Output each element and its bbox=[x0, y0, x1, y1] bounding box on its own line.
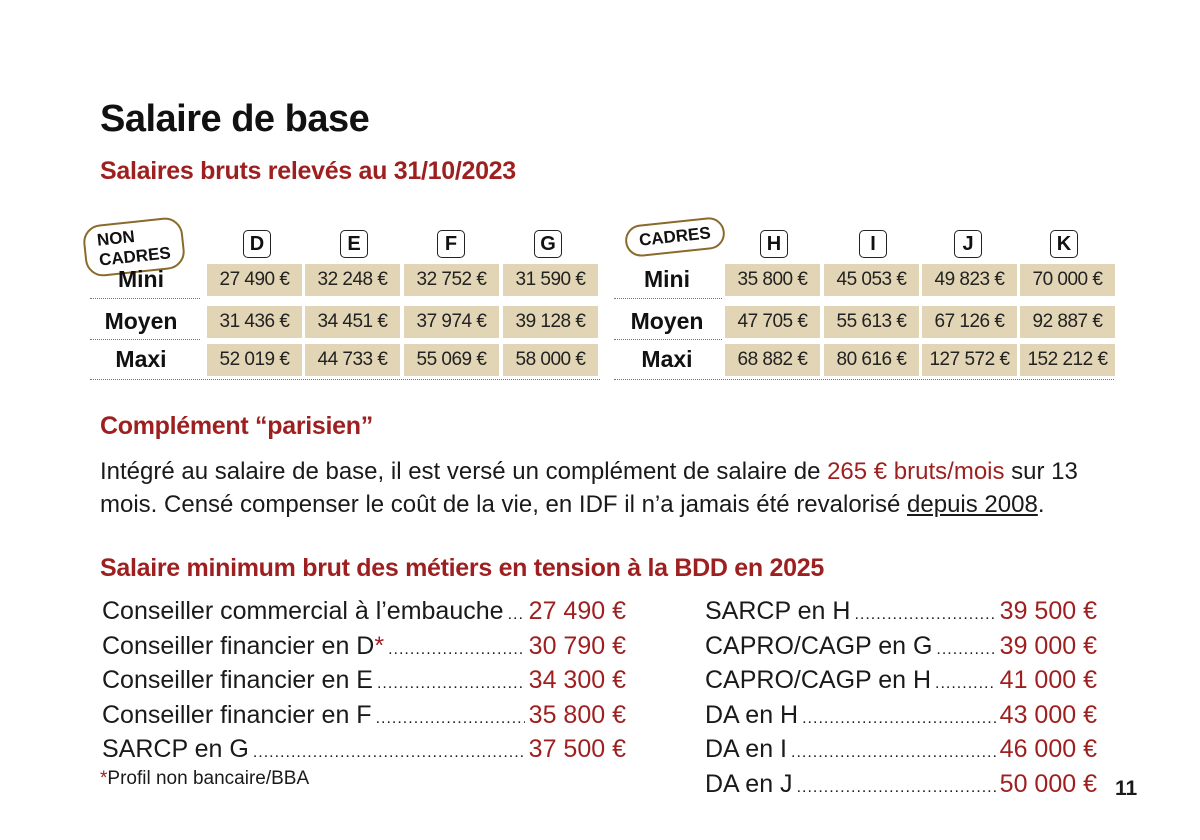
cadres-badge: CADRES bbox=[624, 216, 727, 258]
table-cell: 67 126 € bbox=[922, 306, 1017, 338]
footnote-text: Profil non bancaire/BBA bbox=[107, 768, 310, 789]
job-label: CAPRO/CAGP en H bbox=[705, 666, 932, 694]
complement-date: depuis 2008 bbox=[907, 491, 1038, 518]
job-label: Conseiller commercial à l’embauche bbox=[102, 597, 504, 625]
list-item bbox=[102, 665, 626, 700]
table-cell: 127 572 € bbox=[922, 344, 1017, 376]
column-header: D bbox=[243, 230, 271, 258]
job-salary: 35 800 € bbox=[528, 700, 626, 729]
list-item bbox=[102, 700, 626, 735]
table-cell: 31 436 € bbox=[207, 306, 302, 338]
table-cell: 32 248 € bbox=[305, 264, 400, 296]
table-cell: 47 705 € bbox=[725, 306, 820, 338]
table-cell: 80 616 € bbox=[824, 344, 919, 376]
table-cell: 58 000 € bbox=[503, 344, 598, 376]
leader-dots bbox=[508, 596, 525, 631]
job-salary: 27 490 € bbox=[528, 597, 626, 625]
leader-dots bbox=[376, 700, 525, 735]
job-salary: 43 000 € bbox=[999, 700, 1097, 729]
table-cell: 152 212 € bbox=[1020, 344, 1115, 376]
page-number: 11 bbox=[1115, 777, 1138, 800]
table-cell: 35 800 € bbox=[725, 264, 820, 296]
leader-dots bbox=[936, 631, 995, 666]
table-cell: 32 752 € bbox=[404, 264, 499, 296]
list-item bbox=[705, 665, 1097, 700]
table-cell: 52 019 € bbox=[207, 344, 302, 376]
complement-text: sur 13 mois. Censé compenser le coût de la vie, en IDF il n’a jamais été revalorisé bbox=[100, 458, 1078, 518]
table-cell: 70 000 € bbox=[1020, 264, 1115, 296]
complement-amount: 265 € bruts/mois bbox=[827, 458, 1005, 485]
table-cell: 34 451 € bbox=[305, 306, 400, 338]
row-label: Mini bbox=[644, 266, 690, 292]
row-label: Moyen bbox=[104, 308, 178, 334]
row-divider bbox=[90, 298, 200, 299]
job-salary: 39 000 € bbox=[999, 631, 1097, 660]
list-item bbox=[102, 734, 626, 769]
job-label: Conseiller financier en E bbox=[102, 666, 373, 694]
leader-dots bbox=[388, 631, 525, 666]
table-cell: 31 590 € bbox=[503, 264, 598, 296]
column-header: K bbox=[1050, 230, 1078, 258]
row-divider bbox=[614, 379, 1114, 380]
tension-list-right bbox=[705, 596, 1097, 803]
row-label: Moyen bbox=[630, 308, 704, 334]
row-label: Mini bbox=[118, 266, 164, 292]
table-cell: 45 053 € bbox=[824, 264, 919, 296]
table-cell: 49 823 € bbox=[922, 264, 1017, 296]
non-cadres-badge: NON CADRES bbox=[82, 216, 187, 278]
list-item bbox=[705, 734, 1097, 769]
table-cell: 55 613 € bbox=[824, 306, 919, 338]
list-item bbox=[705, 700, 1097, 735]
leader-dots bbox=[935, 665, 996, 700]
leader-dots bbox=[854, 596, 995, 631]
table-cell: 92 887 € bbox=[1020, 306, 1115, 338]
job-label: SARCP en G bbox=[102, 735, 249, 763]
list-item bbox=[705, 631, 1097, 666]
complement-text: . bbox=[1037, 491, 1045, 518]
footnote-star: * bbox=[374, 631, 385, 660]
row-label: Maxi bbox=[641, 346, 693, 372]
subtitle: Salaires bruts relevés au 31/10/2023 bbox=[100, 157, 516, 185]
list-item bbox=[705, 769, 1097, 804]
column-header: G bbox=[534, 230, 562, 258]
job-label: SARCP en H bbox=[705, 597, 851, 625]
list-item bbox=[102, 596, 626, 631]
table-cell: 68 882 € bbox=[725, 344, 820, 376]
column-header: F bbox=[437, 230, 465, 258]
footnote-star: * bbox=[100, 768, 108, 789]
table-cell: 55 069 € bbox=[404, 344, 499, 376]
leader-dots bbox=[377, 665, 525, 700]
row-label: Maxi bbox=[115, 346, 167, 372]
row-divider bbox=[614, 298, 722, 299]
job-salary: 50 000 € bbox=[999, 769, 1097, 798]
job-label: CAPRO/CAGP en G bbox=[705, 631, 933, 660]
table-cell: 44 733 € bbox=[305, 344, 400, 376]
row-divider bbox=[614, 339, 722, 340]
leader-dots bbox=[791, 734, 996, 769]
job-label: DA en H bbox=[705, 700, 799, 729]
row-divider bbox=[90, 339, 200, 340]
leader-dots bbox=[797, 769, 996, 804]
table-cell: 39 128 € bbox=[503, 306, 598, 338]
leader-dots bbox=[253, 734, 525, 769]
column-header: J bbox=[954, 230, 982, 258]
leader-dots bbox=[802, 700, 996, 735]
job-label: DA en J bbox=[705, 769, 793, 798]
list-item bbox=[705, 596, 1097, 631]
job-salary: 46 000 € bbox=[999, 735, 1097, 763]
row-divider bbox=[90, 379, 600, 380]
footnote bbox=[100, 768, 309, 790]
job-label: DA en I bbox=[705, 735, 787, 763]
complement-paragraph bbox=[100, 455, 1110, 521]
column-header: H bbox=[760, 230, 788, 258]
table-cell: 27 490 € bbox=[207, 264, 302, 296]
job-label: Conseiller financier en F bbox=[102, 700, 372, 729]
job-salary: 37 500 € bbox=[528, 735, 626, 763]
column-header: E bbox=[340, 230, 368, 258]
tension-list-left bbox=[102, 596, 626, 769]
column-header: I bbox=[859, 230, 887, 258]
job-salary: 34 300 € bbox=[528, 666, 626, 694]
job-salary: 30 790 € bbox=[528, 631, 626, 660]
complement-heading: Complément “parisien” bbox=[100, 412, 373, 440]
complement-text: Intégré au salaire de base, il est versé un complément de salaire de bbox=[100, 458, 828, 485]
tension-heading: Salaire minimum brut des métiers en tension à la BDD en 2025 bbox=[100, 554, 824, 582]
job-label: Conseiller financier en D* bbox=[102, 631, 385, 660]
list-item bbox=[102, 631, 626, 666]
job-salary: 39 500 € bbox=[999, 597, 1097, 625]
job-salary: 41 000 € bbox=[999, 666, 1097, 694]
page-title: Salaire de base bbox=[100, 98, 370, 140]
table-cell: 37 974 € bbox=[404, 306, 499, 338]
